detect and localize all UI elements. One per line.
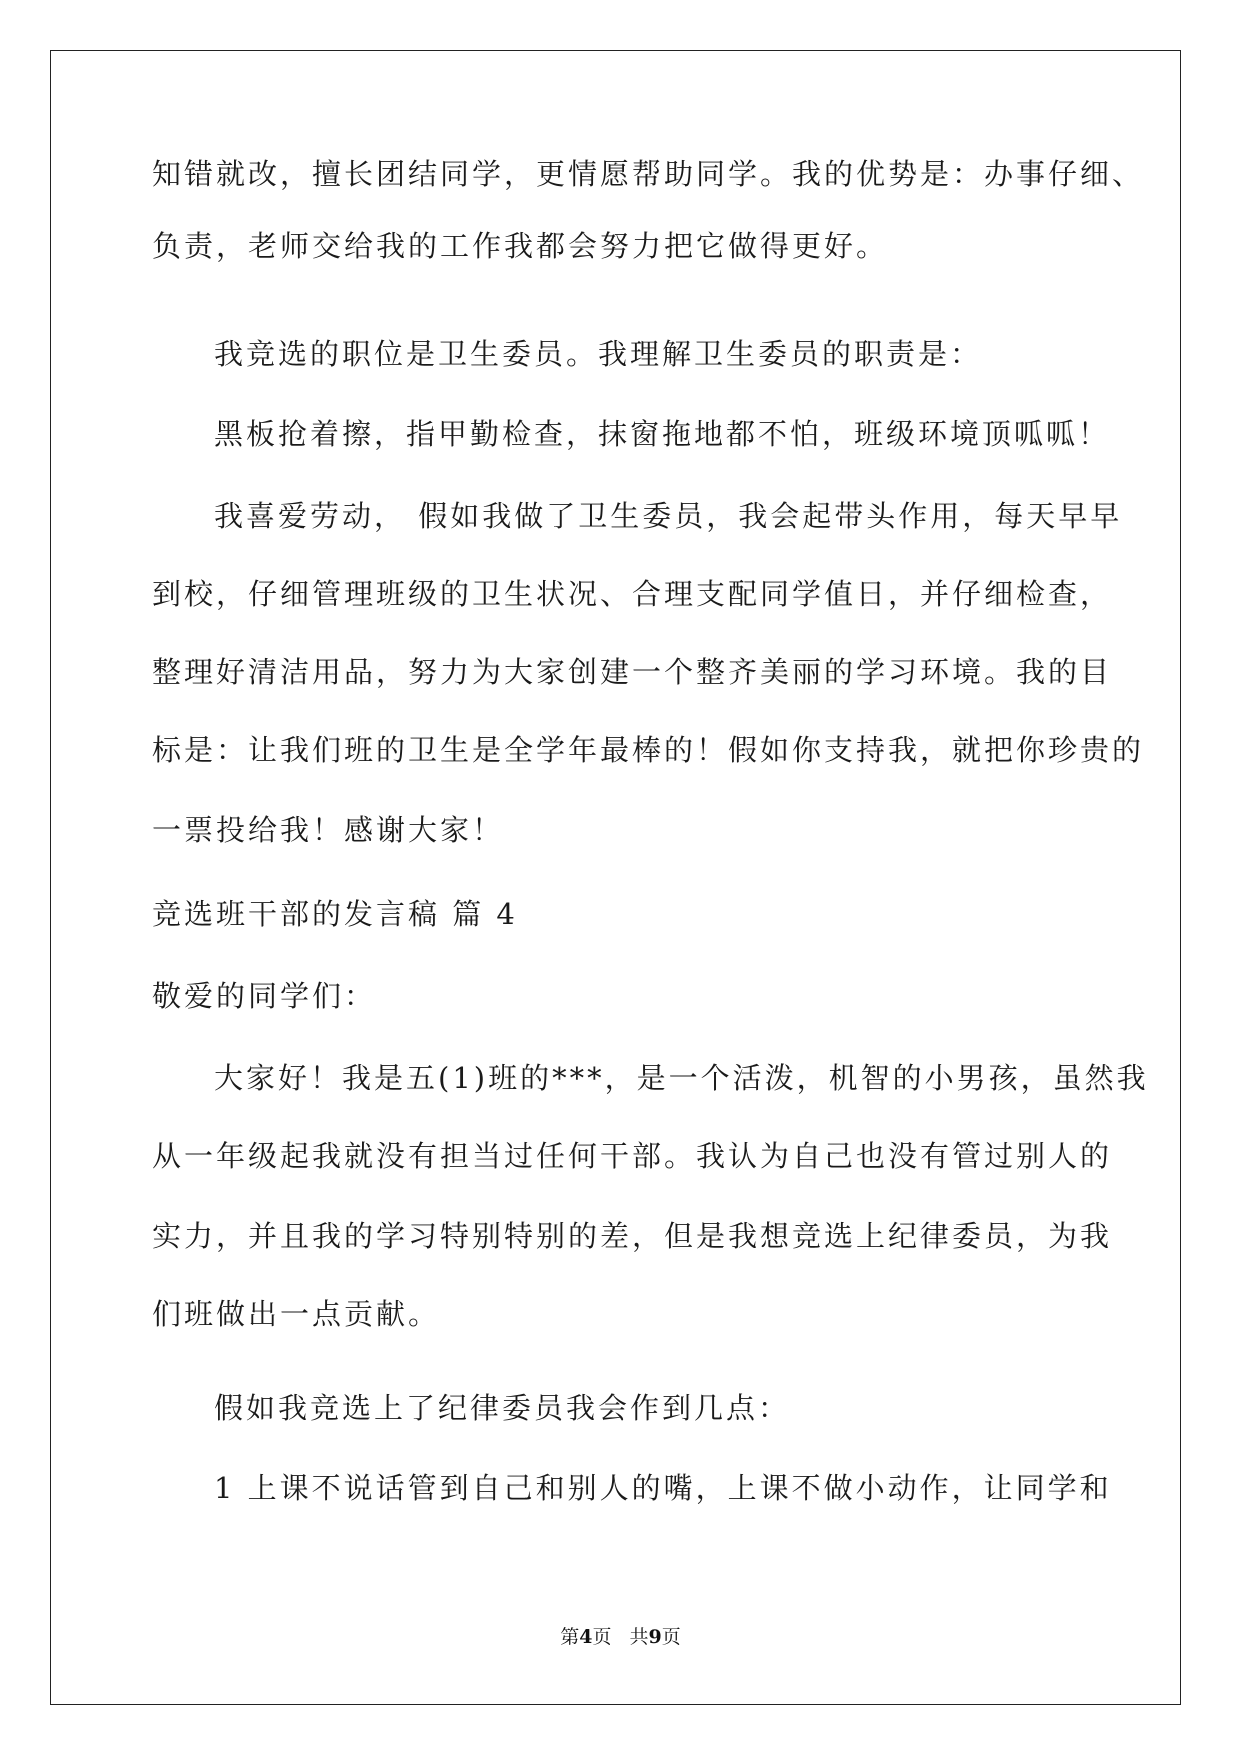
paragraph-line: 一票投给我！感谢大家！ bbox=[152, 813, 505, 847]
paragraph-line: 知错就改，擅长团结同学，更情愿帮助同学。我的优势是：办事仔细、 bbox=[152, 157, 1145, 191]
paragraph-line: 负责，老师交给我的工作我都会努力把它做得更好。 bbox=[152, 229, 889, 263]
paragraph-line: 标是：让我们班的卫生是全学年最棒的！假如你支持我，就把你珍贵的 bbox=[152, 733, 1145, 767]
footer-page-number: 4 bbox=[579, 1626, 593, 1648]
paragraph-line: 大家好！我是五(1)班的***，是一个活泼，机智的小男孩，虽然我 bbox=[214, 1061, 1149, 1095]
paragraph-line: 从一年级起我就没有担当过任何干部。我认为自己也没有管过别人的 bbox=[152, 1139, 1113, 1173]
section-heading: 竞选班干部的发言稿 篇 4 bbox=[152, 897, 518, 931]
footer-total-suffix: 页 bbox=[661, 1626, 681, 1648]
paragraph-line: 实力，并且我的学习特别特别的差，但是我想竞选上纪律委员，为我 bbox=[152, 1219, 1113, 1253]
paragraph-line: 我竞选的职位是卫生委员。我理解卫生委员的职责是： bbox=[214, 337, 983, 371]
paragraph-line: 到校，仔细管理班级的卫生状况、合理支配同学值日，并仔细检查， bbox=[152, 577, 1113, 611]
paragraph-line: 我喜爱劳动， 假如我做了卫生委员，我会起带头作用，每天早早 bbox=[214, 499, 1123, 533]
page-border bbox=[50, 50, 1181, 1705]
paragraph-line: 们班做出一点贡献。 bbox=[152, 1297, 441, 1331]
footer-total-prefix: 共 bbox=[629, 1626, 649, 1648]
page-footer bbox=[0, 1622, 1241, 1649]
paragraph-line: 黑板抢着擦，指甲勤检查，抹窗拖地都不怕，班级环境顶呱呱！ bbox=[214, 417, 1111, 451]
paragraph-line: 假如我竞选上了纪律委员我会作到几点： bbox=[214, 1391, 791, 1425]
footer-page-prefix: 第 bbox=[560, 1626, 580, 1648]
footer-page-suffix: 页 bbox=[592, 1626, 612, 1648]
salutation: 敬爱的同学们： bbox=[152, 979, 377, 1013]
footer-total-pages: 9 bbox=[648, 1626, 662, 1648]
paragraph-line: 整理好清洁用品，努力为大家创建一个整齐美丽的学习环境。我的目 bbox=[152, 655, 1113, 689]
paragraph-line: 1 上课不说话管到自己和别人的嘴，上课不做小动作，让同学和 bbox=[214, 1471, 1112, 1505]
